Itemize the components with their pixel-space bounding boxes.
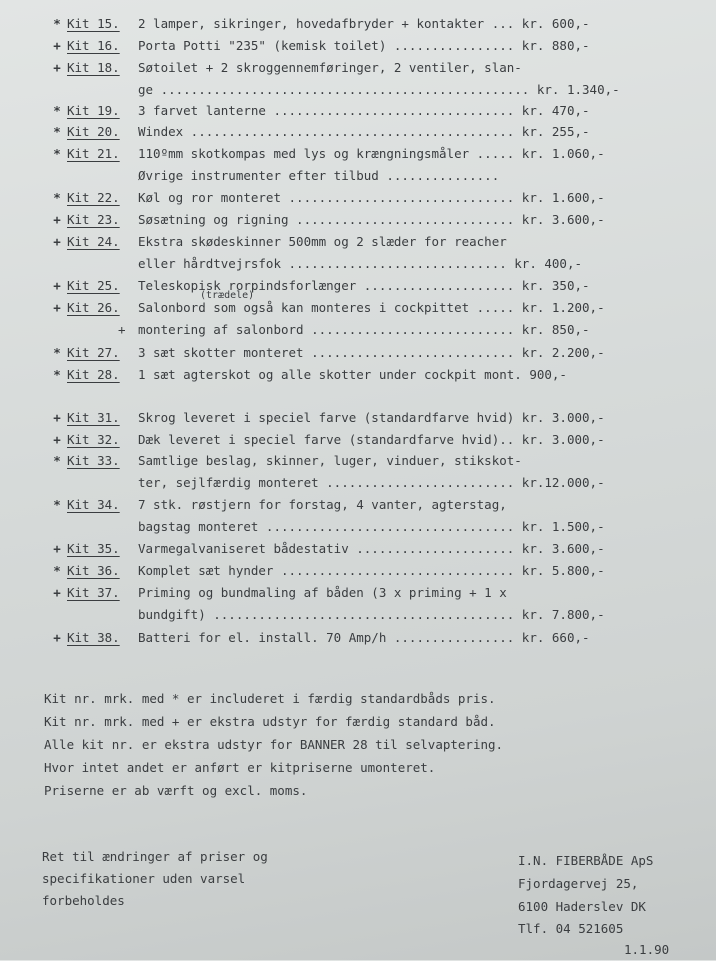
- kit-number: Kit 27.: [67, 345, 120, 360]
- company-phone: Tlf. 04 521605: [518, 921, 624, 936]
- included-marker: *: [53, 103, 61, 118]
- kit-row-continuation: [0, 166, 716, 186]
- kit-description: montering af salonbord ........................... kr. 850,-: [138, 322, 590, 337]
- kit-row: [0, 561, 716, 581]
- kit-number: Kit 22.: [67, 190, 120, 205]
- disclaimer-line: Ret til ændringer af priser og: [42, 849, 268, 864]
- company-city: 6100 Haderslev DK: [518, 899, 646, 914]
- kit-number: Kit 33.: [67, 453, 120, 468]
- kit-description: ge ................................................. kr. 1.340,-: [138, 82, 620, 97]
- company-name: I.N. FIBERBÅDE ApS: [518, 853, 654, 868]
- kit-row: [0, 188, 716, 208]
- extra-marker: +: [53, 38, 61, 53]
- note-line: Priserne er ab værft og excl. moms.: [44, 783, 308, 798]
- kit-row-continuation: [0, 320, 716, 340]
- included-marker: *: [53, 563, 61, 578]
- included-marker: *: [53, 497, 61, 512]
- extra-marker: +: [53, 234, 61, 249]
- kit-row: [0, 495, 716, 515]
- disclaimer-line: specifikationer uden varsel: [42, 871, 246, 886]
- note-line: Hvor intet andet er anført er kitpriserne umonteret.: [44, 760, 436, 775]
- kit-description: Priming og bundmaling af båden (3 x priming + 1 x: [138, 585, 507, 600]
- kit-row: [0, 583, 716, 603]
- kit-row: [0, 14, 716, 34]
- note-line: Alle kit nr. er ekstra udstyr for BANNER 28 til selvaptering.: [44, 737, 504, 752]
- kit-row: [0, 36, 716, 56]
- extra-marker: +: [53, 212, 61, 227]
- included-marker: *: [53, 124, 61, 139]
- extra-marker: +: [53, 630, 61, 645]
- kit-description: Øvrige instrumenter efter tilbud ...............: [138, 168, 500, 183]
- kit-description: bundgift) ........................................ kr. 7.800,-: [138, 607, 605, 622]
- extra-marker: +: [53, 60, 61, 75]
- kit-row: [0, 101, 716, 121]
- kit-number: Kit 25.: [67, 278, 120, 293]
- kit-row: [0, 365, 716, 385]
- included-marker: *: [53, 453, 61, 468]
- kit-description: Skrog leveret i speciel farve (standardfarve hvid) kr. 3.000,-: [138, 410, 605, 425]
- kit-description: Windex ........................................... kr. 255,-: [138, 124, 590, 139]
- extra-marker: +: [53, 585, 61, 600]
- kit-description: 1 sæt agterskot og alle skotter under cockpit mont. 900,-: [138, 367, 567, 382]
- kit-row: [0, 210, 716, 230]
- kit-number: Kit 16.: [67, 38, 120, 53]
- kit-description: Søtoilet + 2 skroggennemføringer, 2 ventiler, slan-: [138, 60, 522, 75]
- kit-row-continuation: [0, 80, 716, 100]
- included-marker: *: [53, 146, 61, 161]
- kit-row: [0, 343, 716, 363]
- kit-row: [0, 451, 716, 471]
- kit-description: 3 farvet lanterne ................................ kr. 470,-: [138, 103, 590, 118]
- kit-row-continuation: [0, 254, 716, 274]
- kit-number: Kit 20.: [67, 124, 120, 139]
- kit-row: [0, 58, 716, 78]
- kit-row: [0, 408, 716, 428]
- kit-row: [0, 290, 716, 318]
- kit-description: 3 sæt skotter monteret ........................... kr. 2.200,-: [138, 345, 605, 360]
- included-marker: *: [53, 345, 61, 360]
- kit-row-continuation: [0, 473, 716, 493]
- kit-number: Kit 26.: [67, 300, 120, 315]
- extra-marker: +: [53, 278, 61, 293]
- kit-number: Kit 37.: [67, 585, 120, 600]
- kit-row: [0, 122, 716, 142]
- extra-marker: +: [118, 322, 126, 337]
- company-street: Fjordagervej 25,: [518, 876, 639, 891]
- kit-number: Kit 15.: [67, 16, 120, 31]
- kit-row: [0, 628, 716, 648]
- kit-number: Kit 32.: [67, 432, 120, 447]
- kit-row: [0, 539, 716, 559]
- kit-number: Kit 34.: [67, 497, 120, 512]
- kit-number: Kit 31.: [67, 410, 120, 425]
- kit-row: [0, 144, 716, 164]
- kit-description: Samtlige beslag, skinner, luger, vinduer, stikskot-: [138, 453, 522, 468]
- kit-description: 7 stk. røstjern for forstag, 4 vanter, agterstag,: [138, 497, 507, 512]
- extra-marker: +: [53, 432, 61, 447]
- extra-marker: +: [53, 410, 61, 425]
- kit-number: Kit 38.: [67, 630, 120, 645]
- handwritten-annotation: (trædele): [200, 290, 255, 301]
- note-line: Kit nr. mrk. med + er ekstra udstyr for færdig standard båd.: [44, 714, 496, 729]
- kit-row: [0, 276, 716, 296]
- kit-description: Søsætning og rigning ............................. kr. 3.600,-: [138, 212, 605, 227]
- kit-number: Kit 35.: [67, 541, 120, 556]
- kit-row-continuation: [0, 517, 716, 537]
- kit-description: Køl og ror monteret .............................. kr. 1.600,-: [138, 190, 605, 205]
- extra-marker: +: [53, 300, 61, 315]
- kit-row-continuation: [0, 605, 716, 625]
- kit-description: Salonbord som også kan monteres i cockpittet ..... kr. 1.200,-: [138, 300, 605, 315]
- included-marker: *: [53, 367, 61, 382]
- kit-row: [0, 232, 716, 252]
- document-date: 1.1.90: [624, 942, 670, 957]
- kit-description: Porta Potti "235" (kemisk toilet) ................ kr. 880,-: [138, 38, 590, 53]
- kit-description: bagstag monteret ................................. kr. 1.500,-: [138, 519, 605, 534]
- kit-number: Kit 24.: [67, 234, 120, 249]
- kit-description: Teleskopisk rorpindsforlænger .................... kr. 350,-: [138, 278, 590, 293]
- kit-description: 110ºmm skotkompas med lys og krængningsmåler ..... kr. 1.060,-: [138, 146, 605, 161]
- kit-description: Batteri for el. install. 70 Amp/h ................ kr. 660,-: [138, 630, 590, 645]
- kit-description: Komplet sæt hynder ............................... kr. 5.800,-: [138, 563, 605, 578]
- kit-number: Kit 21.: [67, 146, 120, 161]
- kit-number: Kit 36.: [67, 563, 120, 578]
- kit-number: Kit 28.: [67, 367, 120, 382]
- kit-description: ter, sejlfærdig monteret ......................... kr.12.000,-: [138, 475, 605, 490]
- included-marker: *: [53, 16, 61, 31]
- disclaimer-line: forbeholdes: [42, 893, 125, 908]
- kit-number: Kit 23.: [67, 212, 120, 227]
- note-line: Kit nr. mrk. med * er includeret i færdig standardbåds pris.: [44, 691, 496, 706]
- kit-description: eller hårdtvejrsfok ............................. kr. 400,-: [138, 256, 583, 271]
- kit-number: Kit 18.: [67, 60, 120, 75]
- kit-description: Dæk leveret i speciel farve (standardfarve hvid).. kr. 3.000,-: [138, 432, 605, 447]
- extra-marker: +: [53, 541, 61, 556]
- kit-description: 2 lamper, sikringer, hovedafbryder + kontakter ... kr. 600,-: [138, 16, 590, 31]
- included-marker: *: [53, 190, 61, 205]
- kit-row: [0, 430, 716, 450]
- kit-number: Kit 19.: [67, 103, 120, 118]
- kit-description: Varmegalvaniseret bådestativ ..................... kr. 3.600,-: [138, 541, 605, 556]
- kit-description: Ekstra skødeskinner 500mm og 2 slæder for reacher: [138, 234, 507, 249]
